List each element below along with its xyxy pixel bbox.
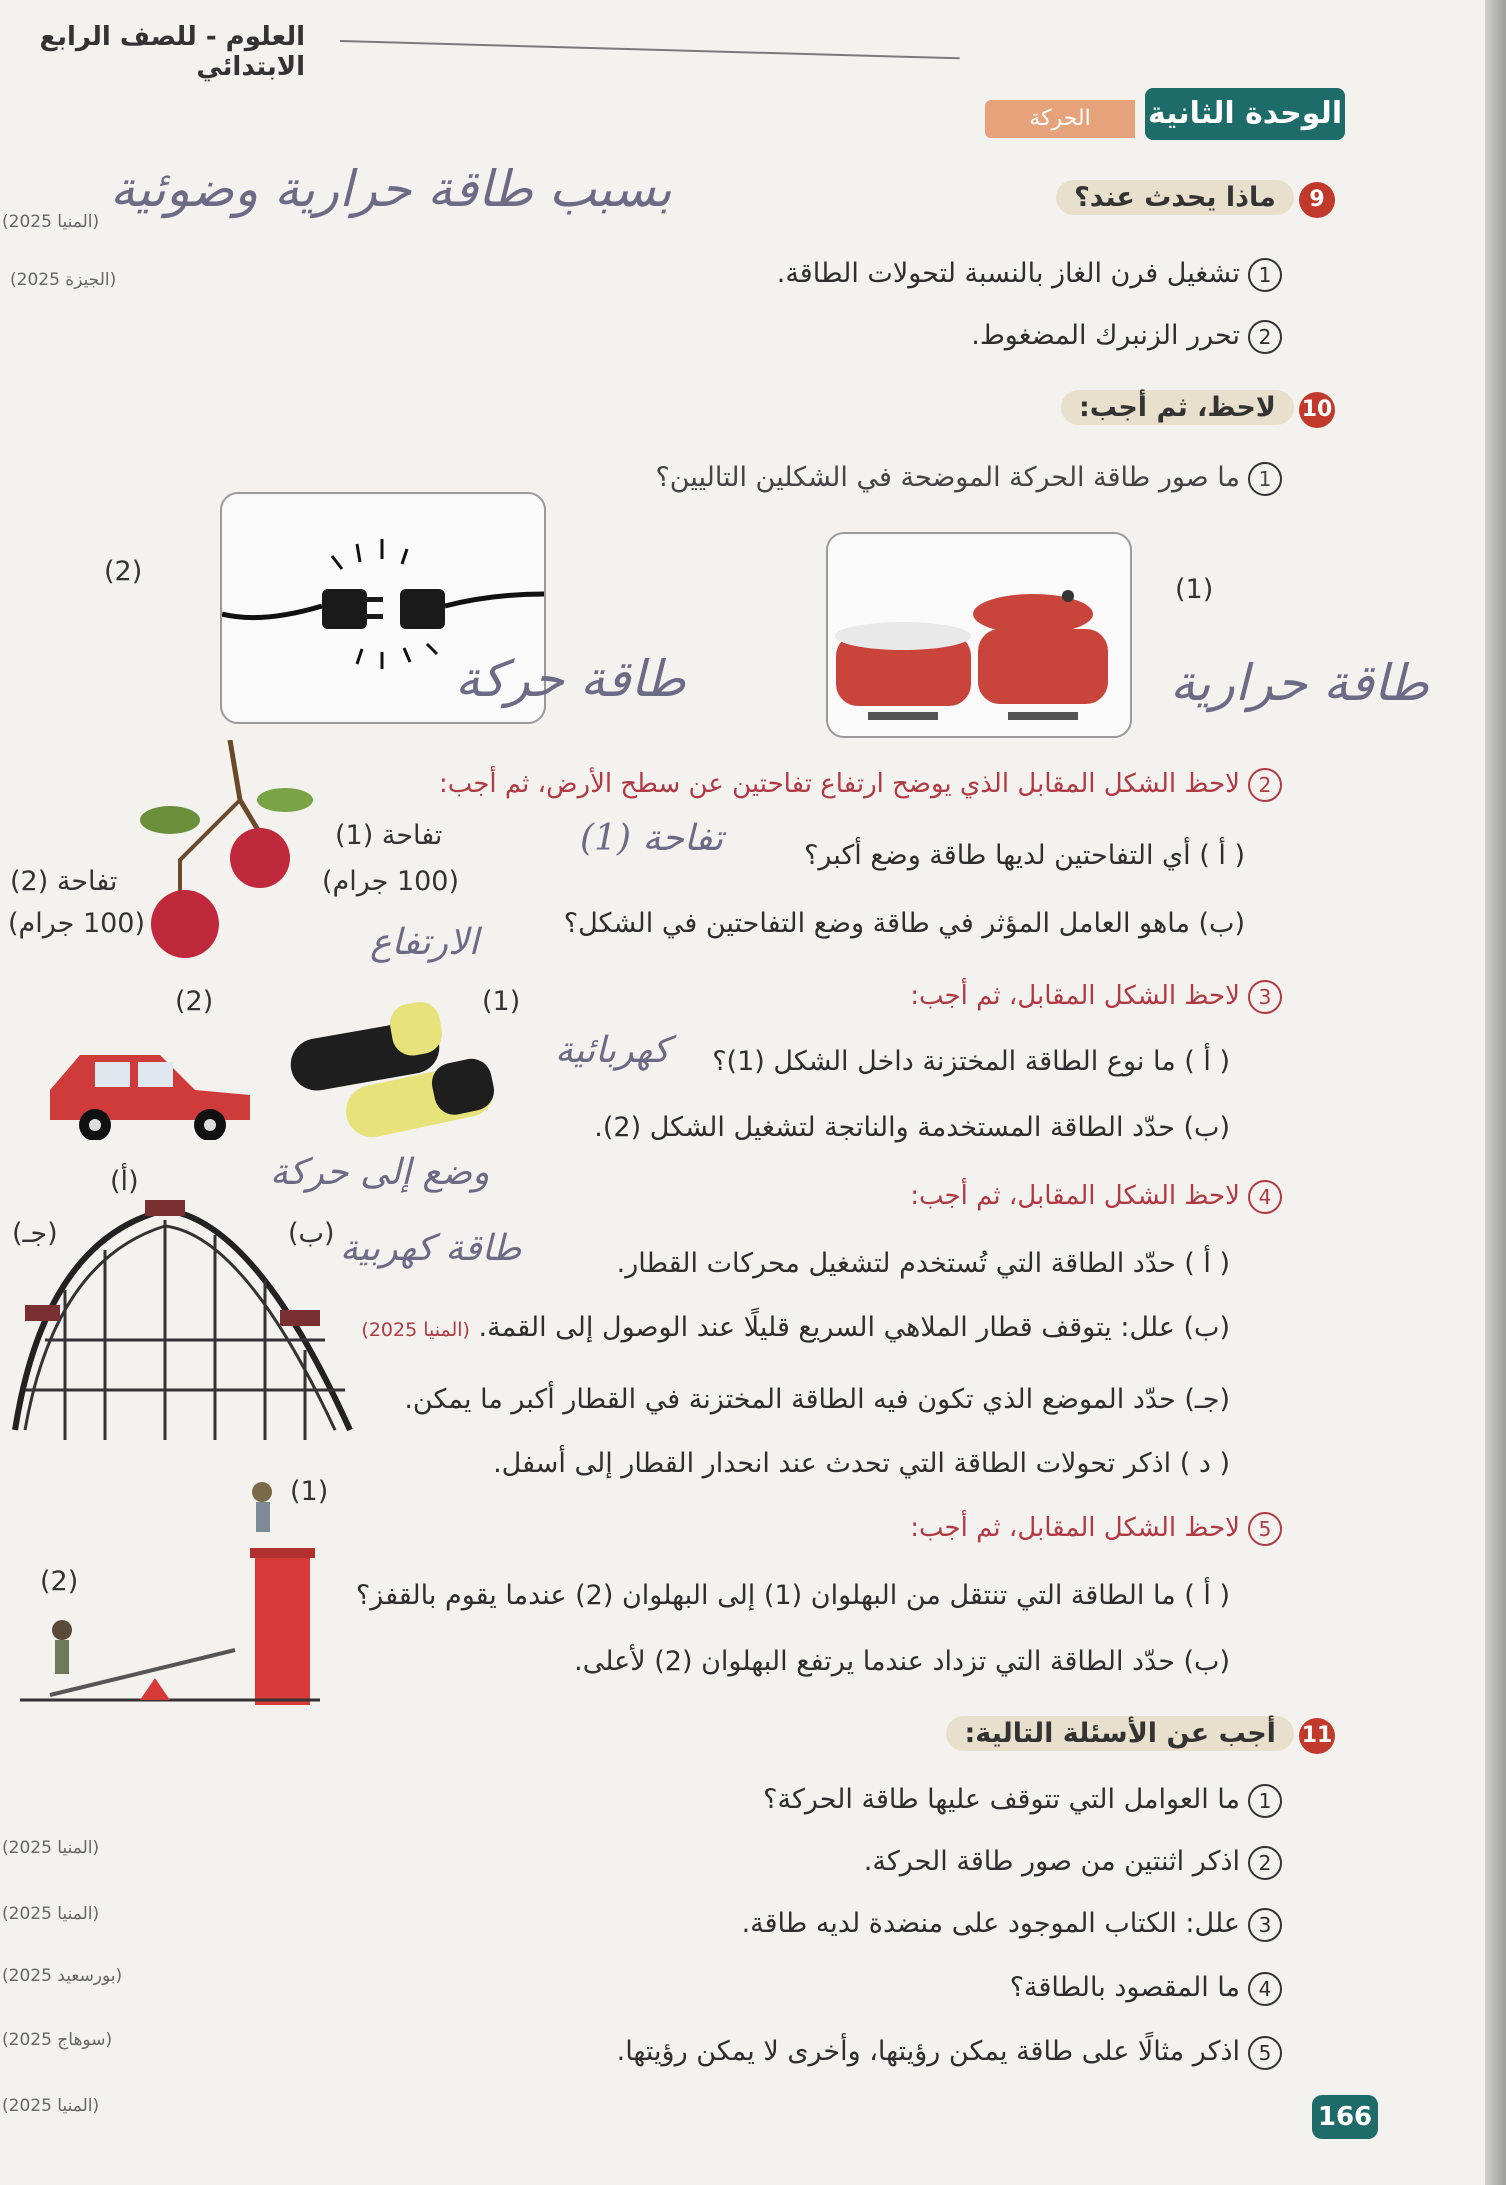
lesson-badge: الحركة	[985, 100, 1135, 138]
position-c: (جـ)	[12, 1218, 58, 1249]
acrobat-1-label: (1)	[290, 1476, 329, 1507]
car-illustration	[10, 1020, 260, 1140]
handwritten-answer: طاقة كهربية	[340, 1228, 522, 1269]
question-9-header	[1056, 182, 1335, 218]
question-9-item-2: 2تحرر الزنبرك المضغوط.	[971, 320, 1282, 354]
figure-2-label: (2)	[104, 556, 143, 587]
position-b: (ب)	[288, 1218, 335, 1249]
source-note: (المنيا 2025)	[2, 1904, 100, 1924]
handwritten-answer: بسبب طاقة حرارية وضوئية	[110, 160, 672, 218]
question-title: أجب عن الأسئلة التالية:	[946, 1716, 1293, 1751]
q10-3-a: ( أ ) ما نوع الطاقة المختزنة داخل الشكل (1)؟	[712, 1046, 1230, 1077]
source-note: (المنيا 2025)	[2, 212, 100, 232]
handwritten-answer: تفاحة (1)	[580, 818, 724, 859]
apple-1-weight: (100 جرام)	[322, 866, 460, 897]
acrobats-illustration	[10, 1470, 320, 1710]
handwritten-answer: الارتفاع	[370, 922, 479, 963]
question-10-header	[1061, 392, 1335, 428]
source-note: (المنيا 2025)	[2, 2096, 100, 2116]
q10-5-a: ( أ ) ما الطاقة التي تنتقل من البهلوان (1) إلى البهلوان (2) عندما يقوم بالقفز؟	[355, 1580, 1230, 1611]
pots-figure	[826, 532, 1132, 738]
book-binding	[1485, 0, 1506, 2185]
question-title: ماذا يحدث عند؟	[1056, 180, 1294, 215]
question-number: 9	[1299, 182, 1335, 218]
question-11-item-4: 4ما المقصود بالطاقة؟	[1010, 1972, 1282, 2006]
q10-part-4: 4لاحظ الشكل المقابل، ثم أجب:	[910, 1180, 1282, 1214]
batteries-illustration	[285, 990, 515, 1140]
apple-2-label: تفاحة (2)	[10, 866, 118, 897]
q10-2-b: (ب) ماهو العامل المؤثر في طاقة وضع التفاحتين في الشكل؟	[563, 908, 1245, 939]
question-11-header	[946, 1718, 1335, 1754]
question-title: لاحظ، ثم أجب:	[1061, 390, 1294, 425]
q10-4-c: (جـ) حدّد الموضع الذي تكون فيه الطاقة المختزنة في القطار أكبر ما يمكن.	[404, 1384, 1230, 1415]
pots-illustration	[828, 534, 1130, 736]
acrobat-2-label: (2)	[40, 1566, 79, 1597]
question-11-item-5: 5اذكر مثالًا على طاقة يمكن رؤيتها، وأخرى لا يمكن رؤيتها.	[617, 2036, 1282, 2070]
q10-part-2: 2لاحظ الشكل المقابل الذي يوضح ارتفاع تفاحتين عن سطح الأرض، ثم أجب:	[439, 768, 1282, 802]
question-number: 11	[1299, 1718, 1335, 1754]
question-9-item-1: 1تشغيل فرن الغاز بالنسبة لتحولات الطاقة.	[777, 258, 1282, 292]
position-a: (أ)	[110, 1166, 139, 1197]
q10-4-a: ( أ ) حدّد الطاقة التي تُستخدم لتشغيل محركات القطار.	[616, 1248, 1230, 1279]
question-number: 10	[1299, 392, 1335, 428]
car-label: (2)	[175, 986, 214, 1017]
q10-2-a: ( أ ) أي التفاحتين لديها طاقة وضع أكبر؟	[804, 840, 1245, 871]
apple-1-label: تفاحة (1)	[335, 820, 443, 851]
q10-part-1: 1ما صور طاقة الحركة الموضحة في الشكلين التاليين؟	[655, 462, 1282, 496]
q10-part-3: 3لاحظ الشكل المقابل، ثم أجب:	[910, 980, 1282, 1014]
item-number: 1	[1248, 258, 1282, 292]
unit-badge: الوحدة الثانية	[1145, 88, 1345, 140]
handwritten-answer: وضع إلى حركة	[270, 1152, 490, 1193]
source-note: (سوهاج 2025)	[2, 2030, 113, 2050]
page-number: 166	[1312, 2095, 1378, 2139]
question-11-item-1: 1ما العوامل التي تتوقف عليها طاقة الحركة؟	[763, 1784, 1282, 1818]
question-11-item-2: 2اذكر اثنتين من صور طاقة الحركة.	[864, 1846, 1282, 1880]
source-note: (بورسعيد 2025)	[2, 1966, 123, 1986]
handwritten-answer: طاقة حركة	[455, 650, 686, 708]
book-title: العلوم - للصف الرابع الابتدائي	[39, 22, 305, 82]
item-number: 2	[1248, 320, 1282, 354]
q10-3-b: (ب) حدّد الطاقة المستخدمة والناتجة لتشغيل الشكل (2).	[594, 1112, 1230, 1143]
source-note: (المنيا 2025)	[2, 1838, 100, 1858]
source-note: (الجيزة 2025)	[10, 270, 117, 290]
battery-label: (1)	[482, 986, 521, 1017]
q10-4-d: ( د ) اذكر تحولات الطاقة التي تحدث عند انحدار القطار إلى أسفل.	[493, 1448, 1230, 1479]
figure-1-label: (1)	[1175, 574, 1214, 605]
q10-5-b: (ب) حدّد الطاقة التي تزداد عندما يرتفع البهلوان (2) لأعلى.	[574, 1646, 1230, 1677]
apple-2-weight: (100 جرام)	[8, 908, 146, 939]
handwritten-answer: طاقة حرارية	[1170, 654, 1429, 712]
header-divider	[340, 40, 960, 59]
q10-4-b: (ب) علل: يتوقف قطار الملاهي السريع قليلًا عند الوصول إلى القمة. (المنيا 2025)	[361, 1312, 1230, 1343]
question-11-item-3: 3علل: الكتاب الموجود على منضدة لديه طاقة.	[742, 1908, 1282, 1942]
handwritten-answer: كهربائية	[555, 1030, 670, 1071]
q10-part-5: 5لاحظ الشكل المقابل، ثم أجب:	[910, 1512, 1282, 1546]
